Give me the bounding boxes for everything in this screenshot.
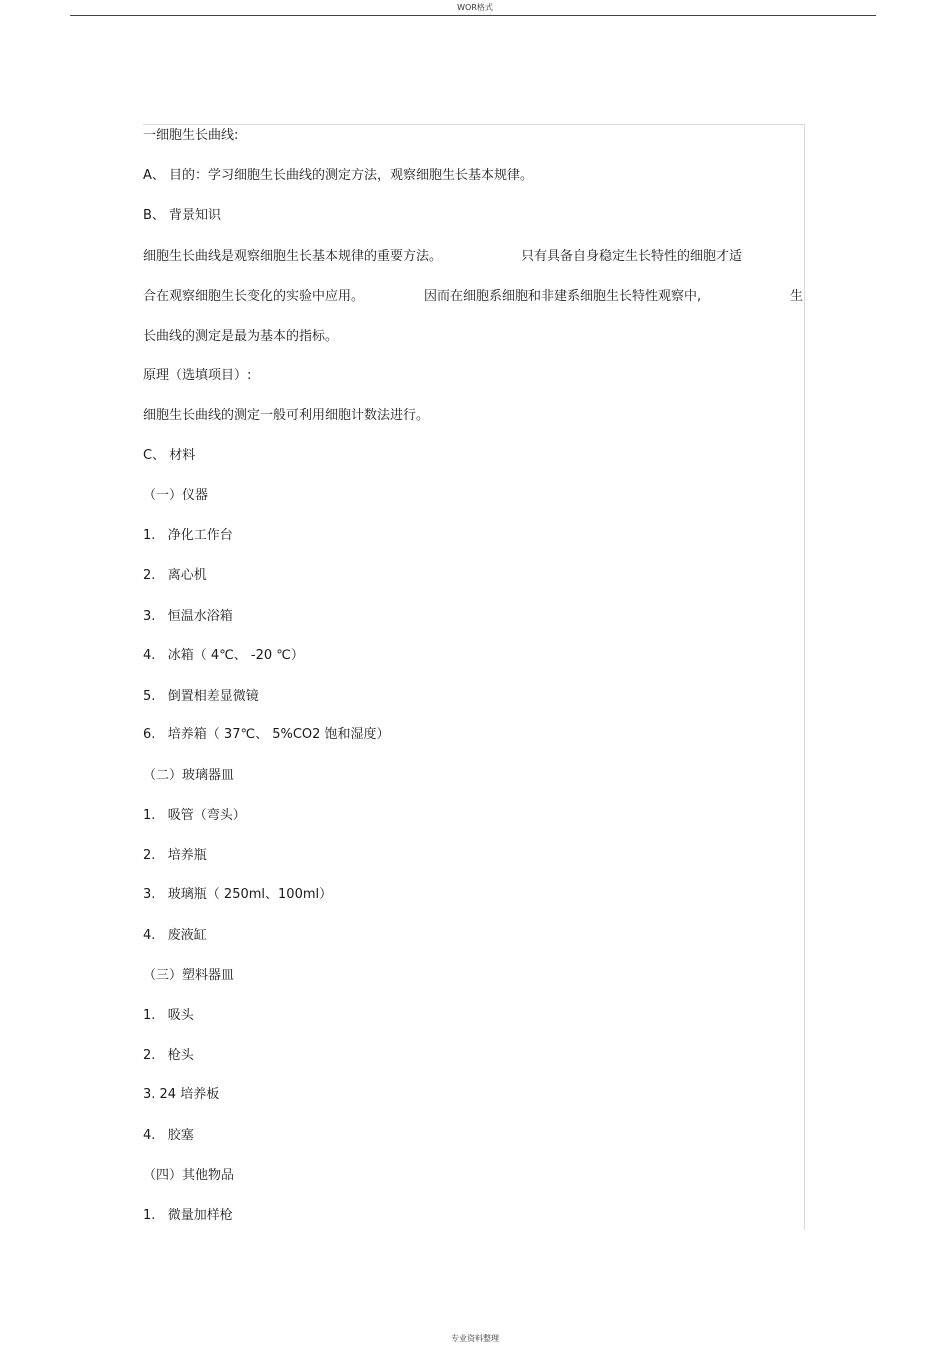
principle-text: 细胞生长曲线的测定一般可利用细胞计数法进行。 — [143, 408, 430, 423]
principle-heading: 原理（选填项目）: — [143, 368, 252, 383]
list-item: 3. 玻璃瓶（ 250ml、100ml） — [143, 887, 333, 902]
list-item: 1. 微量加样枪 — [143, 1208, 233, 1223]
content-frame-top — [143, 124, 805, 125]
list-item: 4. 废液缸 — [143, 928, 207, 943]
list-item: 6. 培养箱（ 37℃、 5%CO2 饱和湿度） — [143, 727, 390, 742]
paragraph-line: 长曲线的测定是最为基本的指标。 — [143, 329, 339, 344]
header-divider — [70, 15, 876, 16]
paragraph-purpose: A、 目的：学习细胞生长曲线的测定方法，观察细胞生长基本规律。 — [143, 168, 534, 183]
paragraph-line — [143, 289, 805, 305]
subsection-heading: （四）其他物品 — [143, 1168, 235, 1183]
text-segment: 合在观察细胞生长变化的实验中应用。 — [143, 289, 365, 304]
list-item: 4. 胶塞 — [143, 1128, 194, 1143]
list-item: 2. 枪头 — [143, 1048, 194, 1063]
subsection-heading: （二）玻璃器皿 — [143, 768, 235, 783]
list-item: 4. 冰箱（ 4℃、 -20 ℃） — [143, 648, 304, 663]
list-item: 1. 吸头 — [143, 1008, 194, 1023]
text-segment: 只有具备自身稳定生长特性的细胞才适 — [521, 249, 743, 264]
section-title: 一细胞生长曲线: — [143, 128, 239, 143]
list-item: 2. 培养瓶 — [143, 848, 207, 863]
subsection-heading: （三）塑料器皿 — [143, 968, 235, 983]
text-segment: 生 — [790, 289, 804, 304]
text-segment: 细胞生长曲线是观察细胞生长基本规律的重要方法。 — [143, 249, 443, 264]
subsection-heading: （一）仪器 — [143, 488, 209, 503]
page-footer: 专业资料整理 — [451, 1334, 499, 1343]
list-item: 5. 倒置相差显微镜 — [143, 689, 259, 704]
section-background: B、 背景知识 — [143, 208, 222, 223]
text-segment: 因而在细胞系细胞和非建系细胞生长特性观察中, — [424, 289, 702, 304]
list-item: 2. 离心机 — [143, 568, 207, 583]
list-item: 1. 吸管（弯头） — [143, 808, 246, 823]
paragraph-line — [143, 249, 783, 265]
list-item: 3. 恒温水浴箱 — [143, 609, 233, 624]
list-item: 3. 24 培养板 — [143, 1087, 220, 1102]
page-header: WOR格式 — [457, 3, 493, 12]
list-item: 1. 净化工作台 — [143, 528, 233, 543]
section-materials: C、 材料 — [143, 448, 196, 463]
